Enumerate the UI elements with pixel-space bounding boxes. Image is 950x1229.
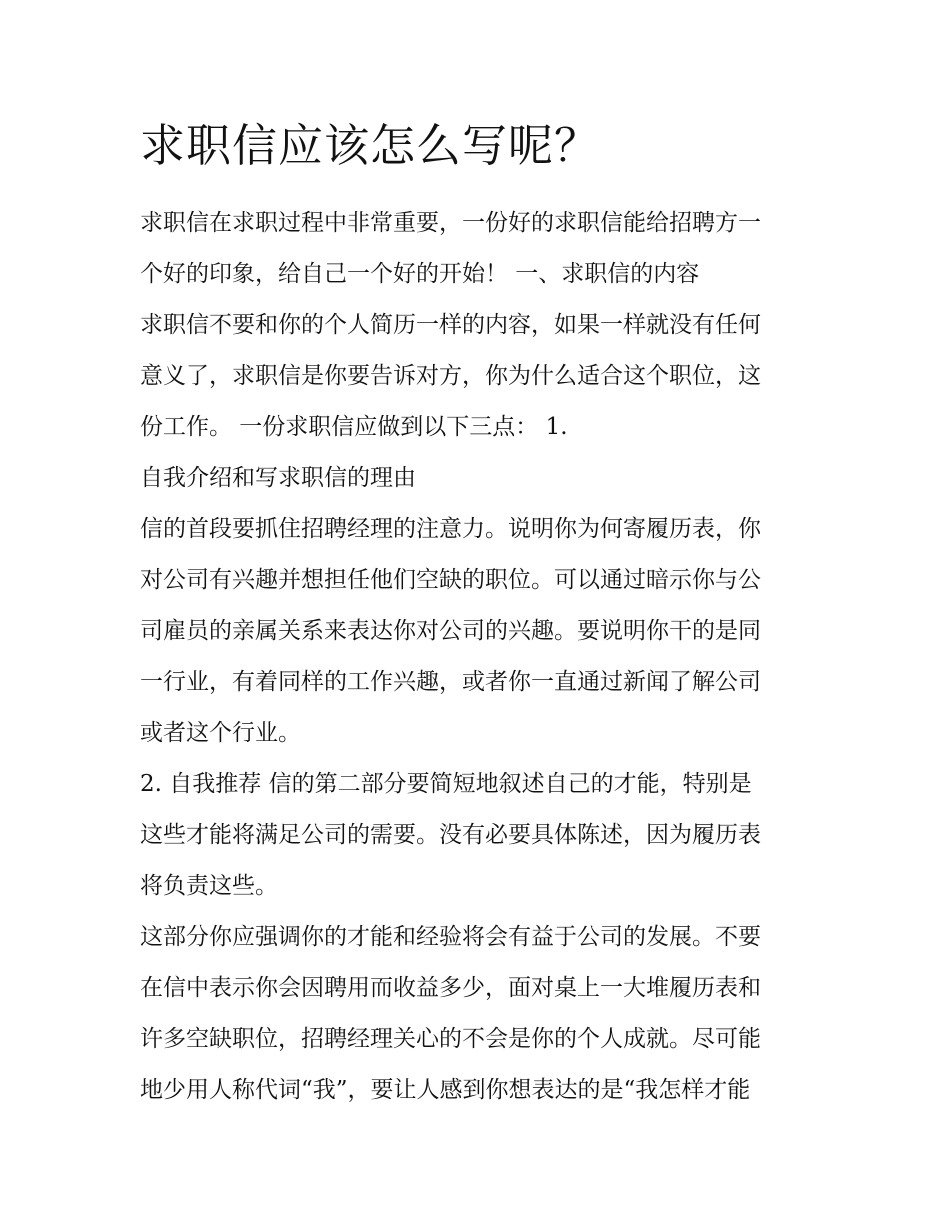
text-line-13: 这些才能将满足公司的需要。没有必要具体陈述，因为履历表	[140, 822, 761, 848]
page-title: 求职信应该怎么写呢？	[140, 119, 601, 172]
text-line-14: 将负责这些。	[140, 873, 278, 899]
text-line-4: 意义了，求职信是你要告诉对方，你为什么适合这个职位，这	[140, 363, 761, 389]
text-line-16: 在信中表示你会因聘用而收益多少，面对桌上一大堆履历表和	[140, 975, 761, 1001]
text-line-2: 个好的印象，给自己一个好的开始！ 一、求职信的内容	[140, 261, 700, 287]
text-line-5: 份工作。 一份求职信应做到以下三点： 1.	[140, 414, 568, 440]
text-line-15: 这部分你应强调你的才能和经验将会有益于公司的发展。不要	[140, 924, 761, 950]
text-line-17: 许多空缺职位，招聘经理关心的不会是你的个人成就。尽可能	[140, 1026, 761, 1052]
text-line-3: 求职信不要和你的个人简历一样的内容，如果一样就没有任何	[140, 312, 761, 338]
document-body	[140, 112, 820, 1116]
text-line-11: 或者这个行业。	[140, 720, 301, 746]
text-line-12: 2. 自我推荐 信的第二部分要简短地叙述自己的才能，特别是	[140, 771, 752, 797]
text-line-10: 一行业，有着同样的工作兴趣，或者你一直通过新闻了解公司	[140, 669, 761, 695]
text-line-7: 信的首段要抓住招聘经理的注意力。说明你为何寄履历表，你	[140, 516, 761, 542]
text-line-9: 司雇员的亲属关系来表达你对公司的兴趣。要说明你干的是同	[140, 618, 761, 644]
text-line-8: 对公司有兴趣并想担任他们空缺的职位。可以通过暗示你与公	[140, 567, 761, 593]
text-line-6: 自我介绍和写求职信的理由	[140, 465, 416, 491]
text-line-1: 求职信在求职过程中非常重要，一份好的求职信能给招聘方一	[140, 210, 761, 236]
text-line-18: 地少用人称代词“我”，要让人感到你想表达的是“我怎样才能	[140, 1077, 751, 1103]
